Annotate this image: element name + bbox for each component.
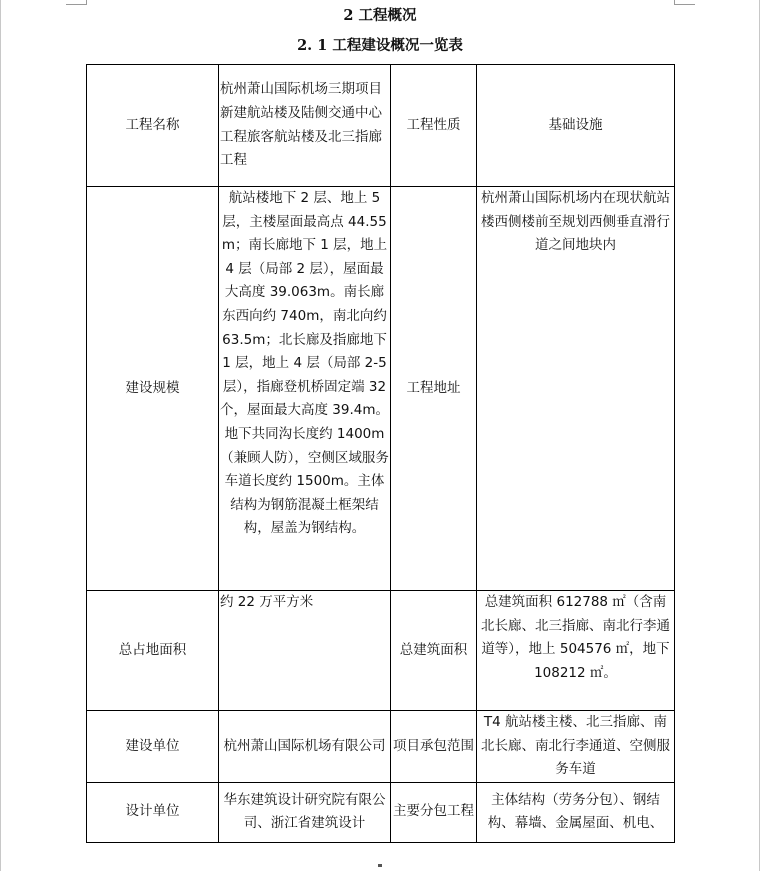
value-cell: 杭州萧山国际机场内在现状航站楼西侧楼前至规划西侧垂直滑行道之间地块内 <box>477 187 675 591</box>
section-title: 2 工程概况 <box>343 7 417 24</box>
table-row <box>87 591 675 711</box>
label-cell: 建设规模 <box>87 187 219 591</box>
label-cell: 工程性质 <box>391 65 477 187</box>
value-cell: 华东建筑设计研究院有限公司、浙江省建筑设计 <box>219 782 391 842</box>
value-cell: 总建筑面积 612788 ㎡（含南北长廊、北三指廊、南北行李通道等），地上 504576 ㎡，地下 108212 ㎡。 <box>477 591 675 711</box>
label-cell: 工程地址 <box>391 187 477 591</box>
value-cell: 主体结构（劳务分包）、钢结构、幕墙、金属屋面、机电、 <box>477 782 675 842</box>
table-row <box>87 711 675 783</box>
page-edge-left <box>0 0 1 871</box>
label-cell: 总建筑面积 <box>391 591 477 711</box>
value-cell: 约 22 万平方米 <box>219 591 391 711</box>
value-cell: 航站楼地下 2 层、地上 5 层，主楼屋面最高点 44.55m；南长廊地下 1 层，地上 4 层（局部 2 层），屋面最大高度 39.063m。南长廊东西向约 740m，南北向约 63.5m；北长廊及指廊地下 1 层，地上 4 层（局部 2-5 层），指廊登机桥固定端 32 个，屋面最大高度 39.4m。地下共同沟长度约 1400m（兼顾人防），空侧区域服务车道长度约 1500m。主体结构为钢筋混凝土框架结构，屋盖为钢结构。 <box>219 187 391 591</box>
table-row <box>87 782 675 842</box>
label-cell: 项目承包范围 <box>391 711 477 783</box>
label-cell: 总占地面积 <box>87 591 219 711</box>
label-cell: 主要分包工程 <box>391 782 477 842</box>
page-footer-mark <box>378 864 382 867</box>
value-cell: 杭州萧山国际机场有限公司 <box>219 711 391 783</box>
table-row <box>87 65 675 187</box>
label-cell: 工程名称 <box>87 65 219 187</box>
label-cell: 设计单位 <box>87 782 219 842</box>
table-row <box>87 187 675 591</box>
subsection-title: 2. 1 工程建设概况一览表 <box>297 37 463 54</box>
value-cell: 杭州萧山国际机场三期项目新建航站楼及陆侧交通中心工程旅客航站楼及北三指廊工程 <box>219 65 391 187</box>
value-cell: 基础设施 <box>477 65 675 187</box>
value-cell: T4 航站楼主楼、北三指廊、南北长廊、南北行李通道、空侧服务车道 <box>477 711 675 783</box>
label-cell: 建设单位 <box>87 711 219 783</box>
project-overview-table <box>86 64 675 843</box>
